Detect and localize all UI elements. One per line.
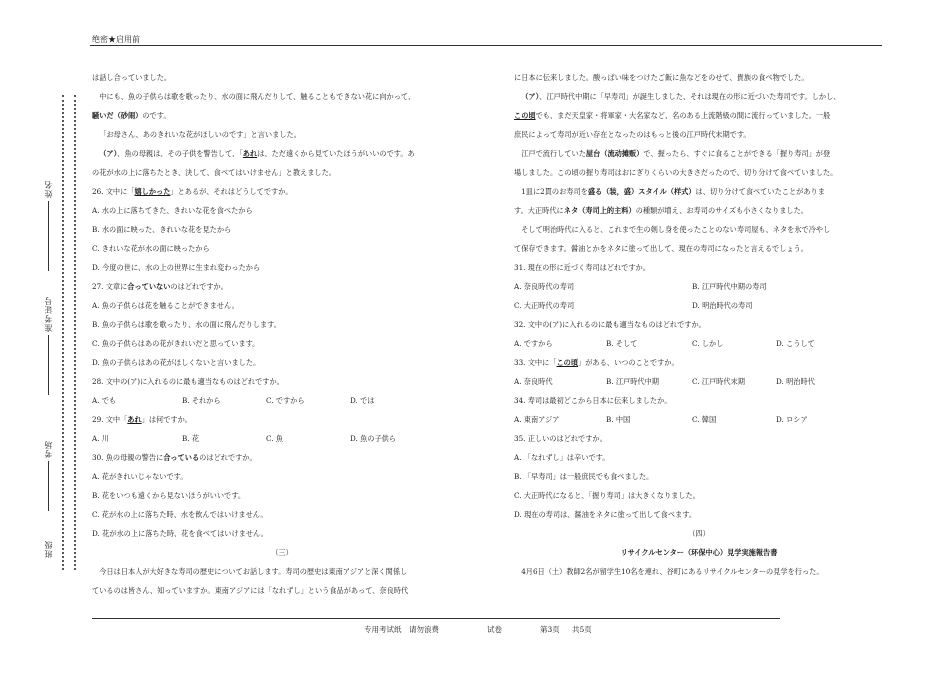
text-line: 庶民によって寿司が近い存在となったのはもっと後の江戸時代末期です。: [514, 130, 751, 139]
section-heading: （四）: [688, 529, 710, 538]
option: B. 江戸時代中期: [606, 377, 659, 386]
text-line: （ア）、魚の母親は、その子供を警告して、「あれは、ただ遠くから見ていたほうがいいのです。あ: [99, 149, 415, 158]
class-field: [38, 540, 58, 558]
option: B. 水の面に映った、きれいな花を見たから: [92, 225, 232, 234]
option: A. 「なれずし」は辛いです。: [514, 453, 610, 462]
name-field: [38, 180, 58, 271]
question-32: 32. 文中の(ア)に入れるのに最も適当なものはどれですか。: [514, 320, 706, 329]
question-28: 28. 文中の(ア)に入れるのに最も適当なものはどれですか。: [92, 377, 284, 386]
option: A. でも: [92, 396, 117, 405]
text-line: 4月6日（土）教師2名が留学生10名を連れ、谷町にあるリサイクルセンターの見学を行った。: [521, 567, 824, 576]
option: A. 奈良時代: [514, 377, 553, 386]
right-column: [514, 68, 884, 581]
footer-total: 共5页: [572, 625, 592, 634]
exam-room-label: 考场: [43, 440, 53, 458]
text-line: す。大正時代にネタ（寿司上的主料）の種類が増え、お寿司のサイズも小さくなりました。: [514, 206, 808, 215]
exam-number-label: 准考证号: [43, 296, 53, 332]
text-line: 「お母さん、あのきれいな花がほしいのです」と言いました。: [99, 130, 301, 139]
question-33: 33. 文中に「この頃」がある、いつのことですか。: [514, 358, 679, 367]
footer-page: 第3页: [540, 625, 560, 634]
option: D. 明治時代の寿司: [692, 301, 753, 310]
option: A. 川: [92, 434, 109, 443]
class-label: 班级: [43, 540, 53, 558]
option: B. 江戸時代中期の寿司: [692, 282, 767, 291]
question-27: 27. 文章に合っていないのはどれですか。: [92, 282, 228, 291]
option: C. しかし: [692, 339, 724, 348]
exam-room-line: [48, 461, 49, 511]
option: D. 魚の子供らはあの花がほしくないと言いました。: [92, 358, 261, 367]
option: D. 現在の寿司は、醤油をネタに塗って出して食べます。: [514, 510, 697, 519]
question-31: 31. 現在の形に近づく寿司はどれですか。: [514, 263, 650, 272]
text-line: の花が水の上に落ちたとき、決して、食べてはいけません」と教えました。: [92, 168, 336, 177]
option: B. 花: [182, 434, 200, 443]
option: D. 花が水の上に落ちた時、花を食べてはいけません。: [92, 529, 268, 538]
options-row: [514, 410, 884, 429]
text-line: 江戸で流行していた屋台（流动摊贩）で、握ったら、すぐに食ることができる「握り寿司」が登: [521, 149, 831, 158]
options-row: [92, 429, 472, 448]
footer-paper-note: 专用考试纸 请勿浪费: [364, 625, 439, 634]
options-row: [514, 296, 884, 315]
text-line: （ア）、江戸時代中期に「早寿司」が誕生しました、それは現在の形に近づいた寿司です。しかし、: [521, 92, 841, 101]
text-line: て保存できます。醤油とかをネタに塗って出して、現在の寿司になったと言えるでしょう。: [514, 244, 808, 253]
text-line: 中にも、魚の子供らは歌を歌ったり、水の面に飛んだりして、触ることもできない花に向かって、: [99, 92, 416, 101]
option: B. 中国: [606, 415, 631, 424]
option: B. 花をいつも遠くから見ないほうがいいです。: [92, 491, 246, 500]
binding-line: [62, 95, 76, 570]
options-row: [514, 372, 884, 391]
text-line: 騒いだ（砂闹）のです。: [92, 111, 171, 120]
text-line: ているのは皆さん、知っていますか。東南アジアには「なれずし」という食品があって、奈良時代: [92, 586, 409, 595]
option: C. 花が水の上に落ちた時、水を飲んではいけません。: [92, 510, 268, 519]
footer-kind: 试卷: [487, 625, 502, 634]
option: A. 魚の子供らは花を触ることができません。: [92, 301, 239, 310]
question-34: 34. 寿司は最初どこから日本に伝来しましたか。: [514, 396, 672, 405]
option: D. では: [350, 396, 375, 405]
option: C. 韓国: [692, 415, 717, 424]
option: D. ロシア: [776, 415, 808, 424]
option: A. 水の上に落ちてきた、きれいな花を食べたから: [92, 206, 253, 215]
options-row: [92, 391, 472, 410]
exam-number-field: [38, 296, 58, 395]
option: D. 魚の子供ら: [350, 434, 397, 443]
report-title: リサイクルセンター（环保中心）見学実施報告書: [620, 548, 778, 557]
option: D. 明治時代: [776, 377, 815, 386]
name-line: [48, 201, 49, 271]
option: A. 花がきれいじゃないです。: [92, 472, 188, 481]
text-line: この頃でも、まだ天皇家・将軍家・大名家など、名のある上流階級の間に流行っていました。一般: [514, 111, 831, 120]
option: C. ですから: [266, 396, 305, 405]
text-line: に日本に伝来しました。酸っぱい味をつけたご飯に魚などをのせて、貴族の食べ物でした。: [514, 73, 809, 82]
left-column: [92, 68, 472, 600]
question-26: 26. 文中に「嬉しかった」とあるが、それはどうしてですか。: [92, 187, 293, 196]
name-label: 姓名: [43, 180, 53, 198]
option: D. 今度の世に、水の上の世界に生まれ変わったから: [92, 263, 261, 272]
exam-number-line: [48, 335, 49, 395]
option: B. それから: [182, 396, 221, 405]
options-row: [514, 334, 884, 353]
exam-room-field: [38, 440, 58, 511]
section-heading: （三）: [271, 548, 293, 557]
text-line: 今日は日本人が大好きな寿司の歴史についてお話します。寿司の歴史は東南アジアと深く関係し: [99, 567, 408, 576]
option: A. ですから: [514, 339, 553, 348]
text-line: は話し合っていました。: [92, 73, 172, 82]
option: C. 魚: [266, 434, 283, 443]
question-35: 35. 正しいのはどれですか。: [514, 434, 607, 443]
option: B. 「早寿司」は一般庶民でも食べました。: [514, 472, 654, 481]
option: C. 大正時代の寿司: [514, 301, 575, 310]
option: A. 奈良時代の寿司: [514, 282, 575, 291]
option: B. 魚の子供らは歌を歌ったり、水の面に飛んだりします。: [92, 320, 281, 329]
header-confidential: 绝密★启用前: [92, 35, 140, 44]
option: B. そして: [606, 339, 638, 348]
option: D. こうして: [776, 339, 815, 348]
option: C. 江戸時代末期: [692, 377, 745, 386]
option: C. きれいな花が水の面に映ったから: [92, 244, 210, 253]
text-line: そして明治時代に入ると、これまで生の剣し身を使ったことのない寿司屋も、ネタを氷で冷やし: [521, 225, 831, 234]
question-29: 29. 文中「あれ」は何ですか。: [92, 415, 192, 424]
footer-rule: [92, 618, 780, 619]
option: C. 魚の子供らはあの花がきれいだと思っています。: [92, 339, 260, 348]
text-line: 1皿に2貫のお寿司を盛る（装，盛）スタイル（样式）は、切り分けて食べていたことがありま: [521, 187, 825, 196]
header-rule: [90, 45, 882, 46]
options-row: [514, 277, 884, 296]
option: C. 大正時代になると、「握り寿司」は大きくなりました。: [514, 491, 700, 500]
text-line: 場しました。この頃の握り寿司はおにぎりくらいの大きさだったので、切り分けて食べていました。: [514, 168, 838, 177]
option: A. 東南アジア: [514, 415, 560, 424]
question-30: 30. 魚の母親の警告に合っているのはどれですか。: [92, 453, 257, 462]
